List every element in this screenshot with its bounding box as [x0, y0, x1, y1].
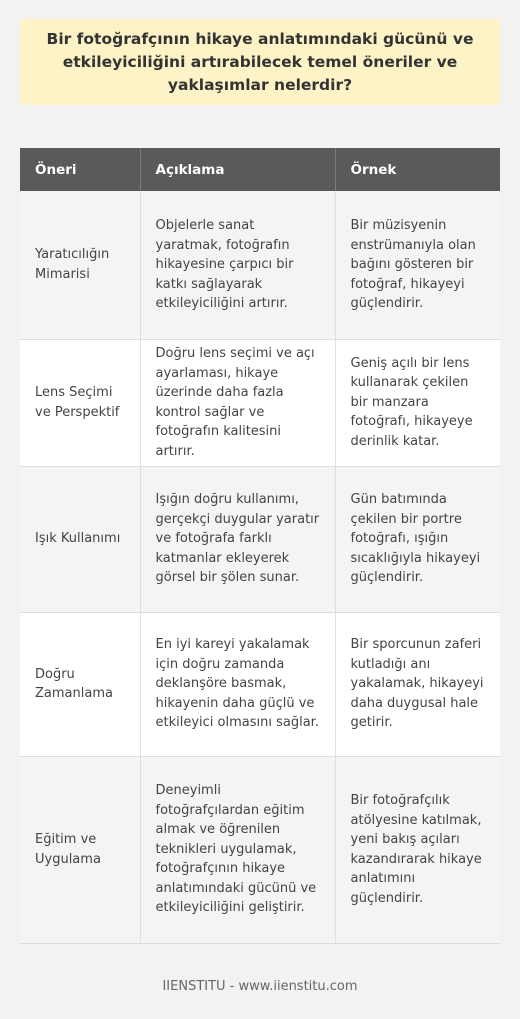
- cell-ornek: Bir sporcunun zaferi kutladığı anı yakalamak, hikayeyi daha duygusal hale getirir.: [335, 612, 500, 756]
- recommendations-table: [20, 148, 500, 944]
- cell-ornek: Bir fotoğrafçılık atölyesine katılmak, yeni bakış açıları kazandırarak hikaye anlatımını güçlendirir.: [335, 756, 500, 943]
- cell-oneri: Lens Seçimi ve Perspektif: [20, 339, 140, 466]
- column-header-aciklama: Açıklama: [140, 148, 335, 191]
- cell-ornek: Gün batımında çekilen bir portre fotoğrafı, ışığın sıcaklığıyla hikayeyi güçlendirir.: [335, 466, 500, 612]
- cell-ornek: Bir müzisyenin enstrümanıyla olan bağını gösteren bir fotoğraf, hikayeyi güçlendirir.: [335, 191, 500, 339]
- cell-aciklama: Objelerle sanat yaratmak, fotoğrafın hikayesine çarpıcı bir katkı sağlayarak etkileyiciliğini artırır.: [140, 191, 335, 339]
- cell-aciklama: Deneyimli fotoğrafçılardan eğitim almak ve öğrenilen teknikleri uygulamak, fotoğrafçının hikaye anlatımındaki gücünü ve etkileyiciliğini geliştirir.: [140, 756, 335, 943]
- table-row: [20, 191, 500, 339]
- cell-aciklama: Doğru lens seçimi ve açı ayarlaması, hikaye üzerinde daha fazla kontrol sağlar ve fotoğrafın kalitesini artırır.: [140, 339, 335, 466]
- table-row: [20, 466, 500, 612]
- cell-aciklama: En iyi kareyi yakalamak için doğru zamanda deklanşöre basmak, hikayenin daha güçlü ve etkileyici olmasını sağlar.: [140, 612, 335, 756]
- table-row: [20, 612, 500, 756]
- column-header-ornek: Örnek: [350, 161, 397, 178]
- footer-credit: IIENSTITU - www.iienstitu.com: [162, 979, 358, 994]
- cell-oneri: Doğru Zamanlama: [20, 612, 140, 756]
- title-banner: [20, 19, 500, 105]
- table-row: [20, 339, 500, 466]
- column-header-oneri: Öneri: [20, 148, 140, 191]
- table-header-row: [20, 148, 500, 191]
- page-title: Bir fotoğrafçının hikaye anlatımındaki gücünü ve etkileyiciliğini artırabilecek temel öneriler ve yaklaşımlar nelerdir?: [46, 29, 474, 94]
- cell-ornek: Geniş açılı bir lens kullanarak çekilen bir manzara fotoğrafı, hikayeye derinlik katar.: [335, 339, 500, 466]
- table-row: [20, 756, 500, 943]
- cell-oneri: Eğitim ve Uygulama: [20, 756, 140, 943]
- cell-aciklama: Işığın doğru kullanımı, gerçekçi duygular yaratır ve fotoğrafa farklı katmanlar ekleyerek görsel bir şölen sunar.: [140, 466, 335, 612]
- cell-oneri: Yaratıcılığın Mimarisi: [20, 191, 140, 339]
- cell-oneri: Işık Kullanımı: [20, 466, 140, 612]
